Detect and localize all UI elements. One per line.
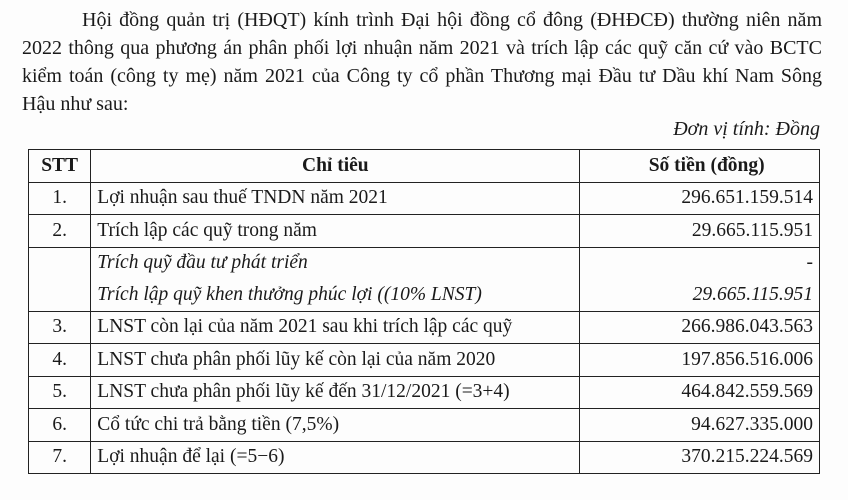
row-amount: 296.651.159.514 bbox=[580, 182, 820, 215]
row-indicator: Lợi nhuận sau thuế TNDN năm 2021 bbox=[91, 182, 580, 215]
table-row bbox=[29, 376, 820, 409]
row-stt: 5. bbox=[29, 376, 91, 409]
row-stt: 6. bbox=[29, 409, 91, 442]
row-indicator: Lợi nhuận để lại (=5−6) bbox=[91, 441, 580, 474]
row-amount: 94.627.335.000 bbox=[580, 409, 820, 442]
table-row bbox=[29, 311, 820, 344]
row-amount: 29.665.115.951 bbox=[580, 215, 820, 248]
row-indicator: LNST chưa phân phối lũy kế đến 31/12/2021 (=3+4) bbox=[91, 376, 580, 409]
unit-label: Đơn vị tính: Đồng bbox=[673, 118, 820, 140]
table-row bbox=[29, 344, 820, 377]
table-row bbox=[29, 215, 820, 248]
header-indicator: Chỉ tiêu bbox=[91, 150, 580, 183]
row-indicator: LNST chưa phân phối lũy kế còn lại của năm 2020 bbox=[91, 344, 580, 377]
table-row-sub bbox=[29, 279, 820, 311]
row-stt: 1. bbox=[29, 182, 91, 215]
row-amount: - bbox=[580, 247, 820, 279]
profit-distribution-table bbox=[28, 149, 820, 474]
row-stt: 7. bbox=[29, 441, 91, 474]
table-row-sub bbox=[29, 247, 820, 279]
row-indicator: Trích lập các quỹ trong năm bbox=[91, 215, 580, 248]
row-stt bbox=[29, 247, 91, 279]
row-amount: 197.856.516.006 bbox=[580, 344, 820, 377]
row-amount: 266.986.043.563 bbox=[580, 311, 820, 344]
row-amount: 370.215.224.569 bbox=[580, 441, 820, 474]
table-row bbox=[29, 182, 820, 215]
row-indicator: Cổ tức chi trả bằng tiền (7,5%) bbox=[91, 409, 580, 442]
row-amount: 464.842.559.569 bbox=[580, 376, 820, 409]
header-amount: Số tiền (đồng) bbox=[580, 150, 820, 183]
row-stt: 2. bbox=[29, 215, 91, 248]
header-stt: STT bbox=[29, 150, 91, 183]
row-indicator: LNST còn lại của năm 2021 sau khi trích lập các quỹ bbox=[91, 311, 580, 344]
table-row bbox=[29, 441, 820, 474]
table-row bbox=[29, 409, 820, 442]
row-indicator: Trích lập quỹ khen thưởng phúc lợi ((10% LNST) bbox=[91, 279, 580, 311]
row-stt: 3. bbox=[29, 311, 91, 344]
row-indicator: Trích quỹ đầu tư phát triển bbox=[91, 247, 580, 279]
table-header-row bbox=[29, 150, 820, 183]
intro-paragraph: Hội đồng quản trị (HĐQT) kính trình Đại hội đồng cổ đông (ĐHĐCĐ) thường niên năm 2022 thông qua phương án phân phối lợi nhuận năm 2021 và trích lập các quỹ căn cứ vào BCTC kiểm toán (công ty mẹ) năm 2021 của Công ty cổ phần Thương mại Đầu tư Dầu khí Nam Sông Hậu như sau: bbox=[22, 9, 822, 115]
row-stt bbox=[29, 279, 91, 311]
row-amount: 29.665.115.951 bbox=[580, 279, 820, 311]
row-stt: 4. bbox=[29, 344, 91, 377]
